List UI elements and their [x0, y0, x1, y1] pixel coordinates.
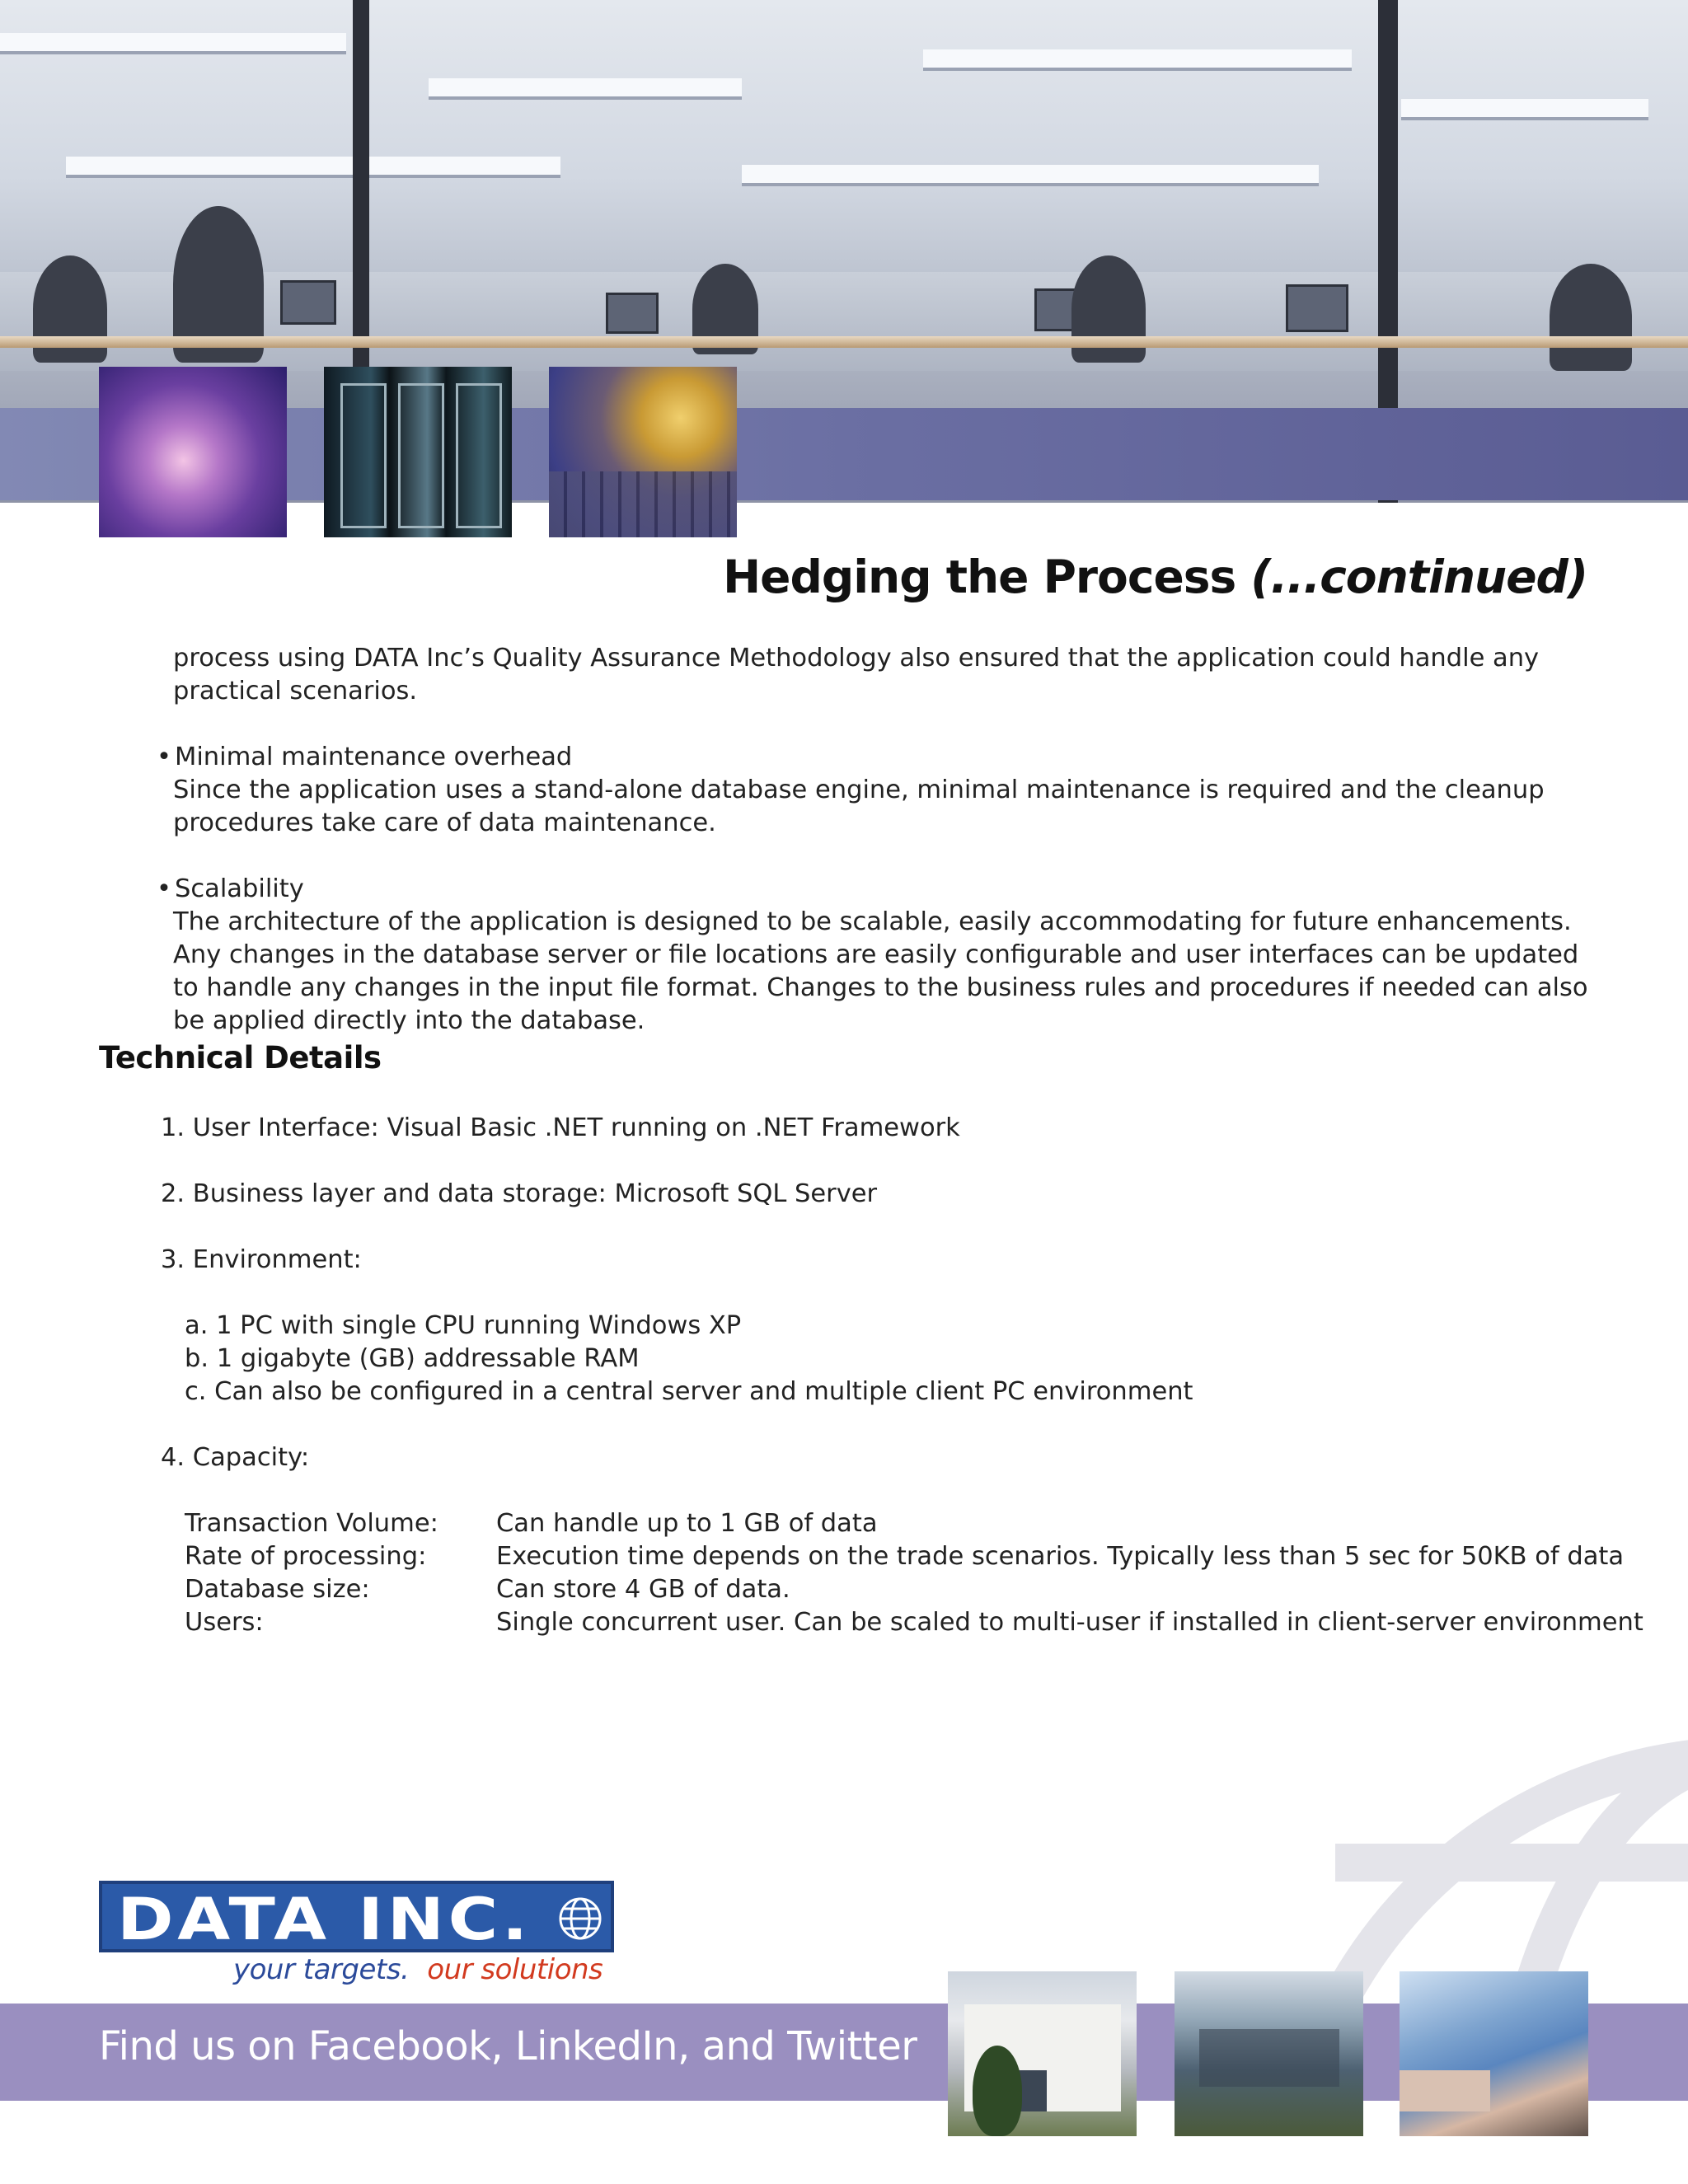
environment-item-pc: a. 1 PC with single CPU running Windows XP — [185, 1311, 742, 1340]
ceiling-light — [429, 78, 742, 100]
bullet-body-maintenance: Since the application uses a stand-alone database engine, minimal maintenance is required and the cleanup procedures take care of data maintenance. — [173, 776, 1545, 837]
capacity-value: Can handle up to 1 GB of data — [496, 1509, 878, 1538]
bullet-heading-scalability — [157, 873, 304, 906]
page-title — [723, 551, 1587, 603]
capacity-value: Can store 4 GB of data. — [496, 1575, 790, 1604]
photo-building-3 — [1400, 1971, 1588, 2136]
ceiling-light — [923, 49, 1352, 71]
page-title-suffix: (...continued) — [1250, 551, 1587, 603]
tech-item-business-layer: 2. Business layer and data storage: Microsoft SQL Server — [161, 1179, 878, 1208]
thumbnail-tech-globe — [99, 367, 287, 537]
footer-social-text: Find us on Facebook, LinkedIn, and Twitter — [99, 2023, 917, 2069]
data-inc-logo — [99, 1881, 614, 1952]
bullet-heading-text: Minimal maintenance overhead — [175, 743, 573, 771]
ceiling-light — [742, 165, 1319, 186]
ceiling-light — [66, 157, 560, 178]
tagline-primary: your targets. — [233, 1953, 410, 1986]
photo-building-1 — [948, 1971, 1137, 2136]
tree — [973, 2046, 1022, 2136]
bullet-body-scalability: The architecture of the application is designed to be scalable, easily accommodating for future enhancements. Any changes in the database server or file locations are easily configurable and user interfaces can be updated to handle any changes in the input file format. Changes to the business rules and procedures if needed can also be applied directly into the database. — [173, 907, 1588, 1035]
server-rack — [456, 383, 502, 528]
capacity-label: Users: — [185, 1608, 264, 1637]
capacity-label: Transaction Volume: — [185, 1509, 438, 1538]
bullet-glyph: • — [157, 874, 171, 903]
tech-item-capacity: 4. Capacity: — [161, 1443, 310, 1472]
ceiling-light — [0, 33, 346, 54]
building-glass — [1199, 2029, 1339, 2087]
photo-building-2 — [1175, 1971, 1363, 2136]
server-rack — [340, 383, 387, 528]
environment-item-server: c. Can also be configured in a central server and multiple client PC environment — [185, 1377, 1193, 1406]
environment-item-ram: b. 1 gigabyte (GB) addressable RAM — [185, 1344, 640, 1373]
bullet-glyph: • — [157, 743, 171, 771]
ceiling-light — [1401, 99, 1648, 120]
tech-item-environment: 3. Environment: — [161, 1245, 362, 1274]
intro-paragraph: process using DATA Inc’s Quality Assurance Methodology also ensured that the application could handle any practical scenarios. — [173, 644, 1540, 705]
capacity-value: Execution time depends on the trade scenarios. Typically less than 5 sec for 50KB of data — [496, 1542, 1625, 1571]
office-monitor — [280, 280, 336, 325]
capacity-value: Single concurrent user. Can be scaled to multi-user if installed in client-server environment — [496, 1608, 1643, 1637]
capacity-label: Rate of processing: — [185, 1542, 427, 1571]
logo-tagline — [233, 1953, 603, 1986]
server-rack — [398, 383, 444, 528]
technical-details-heading: Technical Details — [99, 1040, 382, 1076]
office-person — [1550, 264, 1632, 371]
page-title-main: Hedging the Process — [723, 551, 1236, 603]
bullet-heading-text: Scalability — [175, 874, 304, 903]
tech-item-ui: 1. User Interface: Visual Basic .NET running on .NET Framework — [161, 1113, 960, 1142]
bullet-heading-maintenance — [157, 741, 572, 774]
logo-text: DATA INC. — [117, 1886, 532, 1952]
thumbnail-server-racks — [324, 367, 512, 537]
office-railing — [0, 336, 1688, 348]
thumbnail-globe-keyboard — [549, 367, 737, 537]
logo-globe-icon — [557, 1896, 603, 1942]
capacity-label: Database size: — [185, 1575, 370, 1604]
keyboard — [549, 471, 737, 537]
office-monitor — [1286, 284, 1348, 332]
tagline-accent: our solutions — [427, 1953, 603, 1986]
building-wall — [1400, 2070, 1490, 2111]
office-monitor — [606, 293, 659, 334]
